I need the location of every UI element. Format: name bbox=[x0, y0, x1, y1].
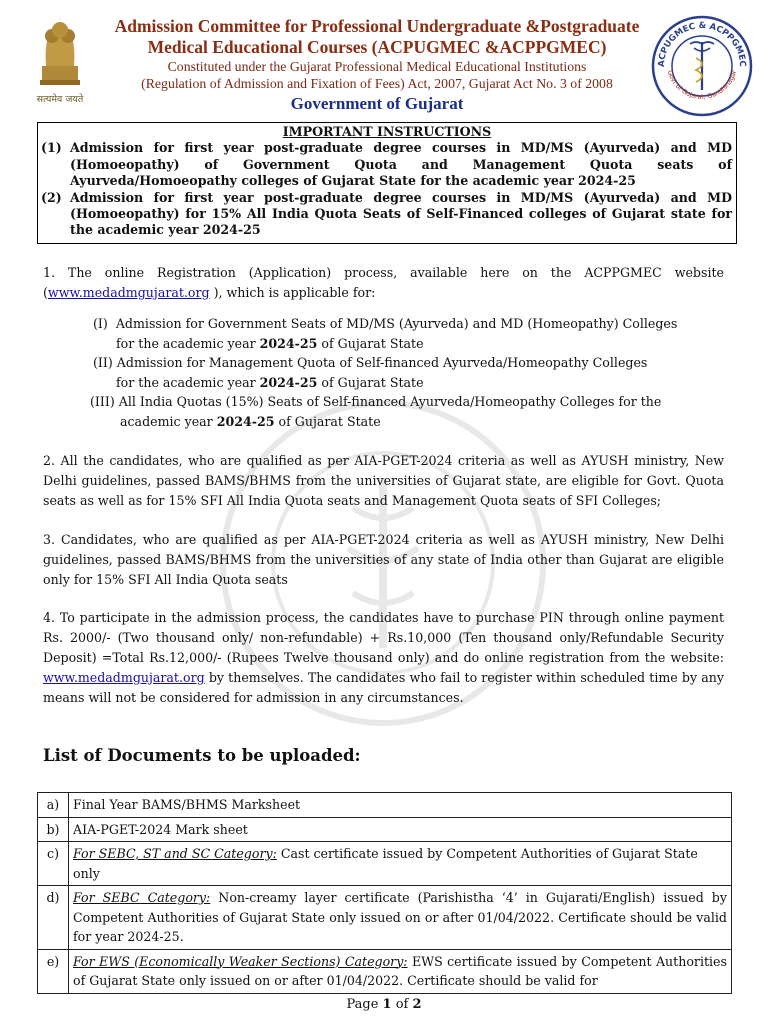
header-subtitle-line2: (Regulation of Admission and Fixation of Fees) Act, 2007, Gujarat Act No. 3 of 2008 bbox=[141, 76, 613, 91]
sub-item-text: All India Quotas (15%) Seats of Self-financed Ayurveda/Homeopathy Colleges for the bbox=[118, 394, 662, 409]
header-subtitle-line1: Constituted under the Gujarat Professional Medical Educational Institutions bbox=[167, 59, 587, 74]
sub-item-1 bbox=[93, 314, 677, 353]
important-instructions-box bbox=[37, 122, 737, 244]
document-description: Final Year BAMS/BHMS Marksheet bbox=[73, 797, 301, 812]
sub-item-number: (II) bbox=[93, 355, 113, 370]
page-label: Page bbox=[346, 997, 383, 1012]
sub-item-number: (I) bbox=[93, 316, 108, 331]
instruction-number: (2) bbox=[41, 189, 62, 205]
important-instructions-title: IMPORTANT INSTRUCTIONS bbox=[282, 124, 492, 139]
row-key: c) bbox=[38, 842, 69, 886]
sub-item-number: (III) bbox=[90, 394, 115, 409]
sub-item-year: 2024-25 bbox=[259, 374, 318, 390]
document-description: Non-creamy layer certificate (Parishistha ‘4’ in Gujarati/English) issued by Competent Authorities of Gujarat State only issued on or after 01/04/2022. Certificate should be valid for year 2024-25. bbox=[73, 890, 727, 944]
row-key: d) bbox=[38, 886, 69, 950]
page-total: 2 bbox=[412, 997, 422, 1012]
seal-text-bottom: Govt of Gujarat, Gandhinagar bbox=[665, 69, 739, 101]
row-text bbox=[69, 793, 732, 818]
paragraph-1-text-end: ), which is applicable for: bbox=[209, 285, 376, 300]
paragraph-2: 2. All the candidates, who are qualified as per AIA-PGET-2024 criteria as well as AYUSH ministry, New Delhi guidelines, passed BAMS/BHMS from the universities of Gujarat state, are eligible for Govt. Quota seats as well as for 15% SFI All India Quota seats and Management Quota seats of SFI Colleges; bbox=[43, 453, 724, 508]
page-footer bbox=[0, 997, 768, 1012]
row-text bbox=[69, 817, 732, 842]
sub-item-3 bbox=[90, 392, 661, 431]
sub-item-2 bbox=[93, 353, 647, 392]
paragraph-1-text: 1. The online Registration (Application) process, available here on the ACPPGMEC website ( bbox=[43, 265, 724, 300]
paragraph-4-text-end: by themselves. The candidates who fail to register within scheduled time by any means will not be considered for admission in any circumstances. bbox=[43, 670, 724, 705]
instruction-item bbox=[38, 140, 736, 189]
document-description: AIA-PGET-2024 Mark sheet bbox=[73, 821, 248, 837]
table-row bbox=[38, 886, 732, 950]
letterhead bbox=[0, 0, 768, 112]
document-description: Cast certificate issued by Competent Authorities of Gujarat State only bbox=[73, 846, 698, 881]
row-key: b) bbox=[38, 817, 69, 842]
paragraph-4 bbox=[43, 608, 724, 708]
table-row bbox=[38, 793, 732, 818]
website-link[interactable]: www.medadmgujarat.org bbox=[43, 670, 205, 685]
sub-item-year: 2024-25 bbox=[216, 413, 275, 429]
row-key: a) bbox=[38, 793, 69, 818]
page-number: 1 bbox=[382, 997, 392, 1012]
paragraph-1 bbox=[43, 263, 724, 303]
document-description: EWS certificate issued by Competent Authorities of Gujarat State only issued on or after 01/04/2022. Certificate should be valid for bbox=[73, 953, 727, 988]
table-row bbox=[38, 949, 732, 993]
page-of: of bbox=[391, 997, 413, 1012]
seal-text-top: ACPUGMEC & ACPPGMEC bbox=[656, 20, 748, 68]
row-text bbox=[69, 949, 732, 993]
header-title-line2: Medical Educational Courses (ACPUGMEC &ACPPGMEC) bbox=[147, 37, 607, 57]
documents-title: List of Documents to be uploaded: bbox=[43, 746, 361, 765]
sub-item-text: for the academic year bbox=[116, 374, 260, 390]
sub-item-text: academic year bbox=[120, 413, 217, 429]
instruction-number: (1) bbox=[41, 140, 62, 156]
paragraph-4-text: 4. To participate in the admission process, the candidates have to purchase PIN through online payment Rs. 2000/- (Two thousand only/ non-refundable) + Rs.10,000 (Ten thousand only/Refundable Security Deposit) =Total Rs.12,000/- (Rupees Twelve thousand only) and do online registration from the website: bbox=[43, 610, 724, 665]
instruction-item bbox=[38, 190, 736, 239]
sub-item-text: of Gujarat State bbox=[317, 335, 424, 351]
table-row bbox=[38, 842, 732, 886]
row-key: e) bbox=[38, 949, 69, 993]
sub-item-text: of Gujarat State bbox=[317, 374, 424, 390]
document-category: For SEBC Category: bbox=[73, 890, 211, 905]
emblem-motto: सत्यमेव जयते bbox=[36, 94, 84, 105]
emblem-icon bbox=[20, 10, 100, 110]
sub-item-year: 2024-25 bbox=[259, 335, 318, 351]
instruction-text: Admission for first year post-graduate degree courses in MD/MS (Ayurveda) and MD (Homoeopathy) for 15% All India Quota Seats of Self-Financed colleges of Gujarat state for the academic year 2024-25 bbox=[70, 189, 732, 238]
document-category: For SEBC, ST and SC Category: bbox=[73, 846, 277, 861]
sub-item-text: Admission for Government Seats of MD/MS (Ayurveda) and MD (Homeopathy) Colleges bbox=[115, 316, 678, 331]
header-government: Government of Gujarat bbox=[290, 94, 464, 113]
documents-table bbox=[37, 792, 732, 994]
website-link[interactable]: www.medadmgujarat.org bbox=[47, 285, 210, 300]
table-row bbox=[38, 817, 732, 842]
sub-item-text: for the academic year bbox=[116, 335, 260, 351]
sub-item-text: of Gujarat State bbox=[274, 413, 381, 429]
row-text bbox=[69, 842, 732, 886]
row-text bbox=[69, 886, 732, 950]
document-category: For EWS (Economically Weaker Sections) Category: bbox=[73, 953, 408, 969]
instruction-text: Admission for first year post-graduate degree courses in MD/MS (Ayurveda) and MD (Homoeopathy) of Government Quota and Management Quota seats of Ayurveda/Homoeopathy colleges of Gujarat State for the academic year 2024-25 bbox=[70, 140, 732, 189]
sub-item-text: Admission for Management Quota of Self-financed Ayurveda/Homeopathy Colleges bbox=[116, 355, 648, 370]
header-title-line1: Admission Committee for Professional Undergraduate &Postgraduate bbox=[114, 16, 640, 36]
paragraph-3: 3. Candidates, who are qualified as per AIA-PGET-2024 criteria as well as AYUSH ministry, New Delhi guidelines, passed BAMS/BHMS from the universities of any state of India other than Gujarat are eligible only for 15% SFI All India Quota seats bbox=[43, 532, 724, 587]
committee-seal-icon bbox=[650, 14, 754, 118]
